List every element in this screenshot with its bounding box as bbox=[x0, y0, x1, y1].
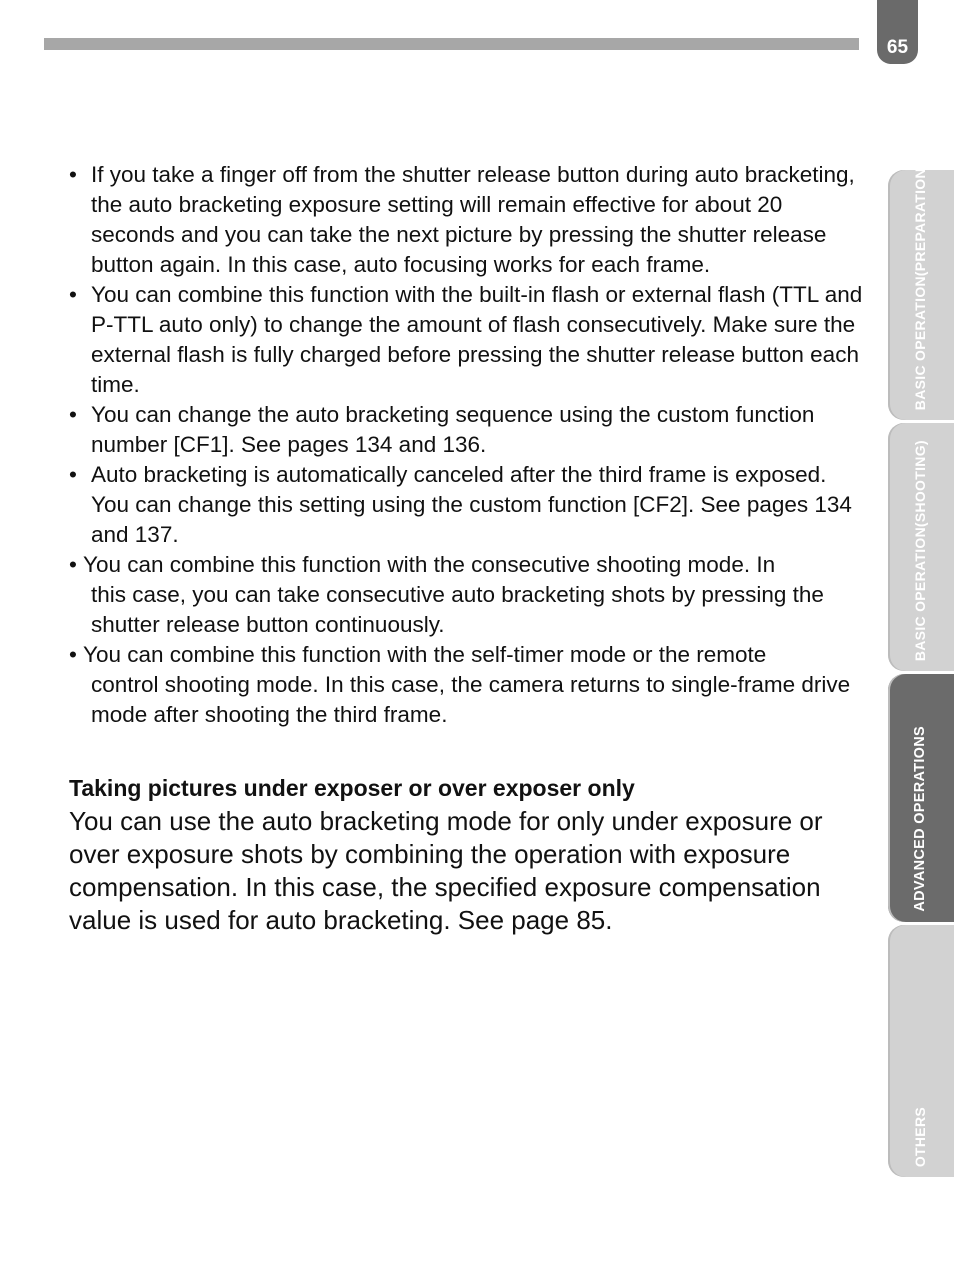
side-tab-label: BASIC OPERATION (PREPARATION) bbox=[912, 162, 928, 410]
header-rule bbox=[44, 38, 859, 50]
bullet-continuation: control shooting mode. In this case, the camera returns to single-frame drive mode after shooting the third frame. bbox=[91, 672, 851, 727]
side-tab-advanced-operations[interactable] bbox=[888, 674, 954, 922]
bullet-list bbox=[69, 160, 864, 730]
side-tab-basic-shooting[interactable] bbox=[888, 423, 954, 671]
bullet-first-line: You can combine this function with the self-timer mode or the remote bbox=[83, 642, 767, 667]
bullet-continuation: this case, you can take consecutive auto bracketing shots by pressing the shutter release button continuously. bbox=[91, 582, 824, 637]
bullet-item: • If you take a finger off from the shutter release button during auto bracketing, the auto bracketing exposure setting will remain effective for about 20 seconds and you can take the next picture by pressing the shutter release button again. In this case, auto focusing works for each frame. bbox=[69, 160, 864, 280]
bullet-item bbox=[69, 550, 864, 640]
side-tab-label: OTHERS bbox=[912, 1106, 928, 1167]
bullet-item: • You can combine this function with the built-in flash or external flash (TTL and P-TTL auto only) to change the amount of flash consecutively. Make sure the external flash is fully charged before pressing the shutter release button each time. bbox=[69, 280, 864, 400]
page-number: 65 bbox=[886, 37, 909, 58]
bullet-first-line: You can combine this function with the consecutive shooting mode. In bbox=[83, 552, 776, 577]
side-tab-others[interactable] bbox=[888, 925, 954, 1177]
bullet-item: • You can change the auto bracketing sequence using the custom function number [CF1]. See pages 134 and 136. bbox=[69, 400, 864, 460]
lead-paragraph: You can use the auto bracketing mode for only under exposure or over exposure shots by combining the operation with exposure compensation. In this case, the specified exposure compensation value is used for auto bracketing. See page 85. bbox=[69, 806, 823, 935]
side-tab-label: ADVANCED OPERATIONS bbox=[912, 726, 928, 912]
section-subheading: Taking pictures under exposer or over exposer only bbox=[69, 775, 635, 801]
bullet-item bbox=[69, 640, 864, 730]
side-tab-label: BASIC OPERATION (SHOOTING) bbox=[912, 439, 928, 661]
side-tab-basic-preparation[interactable] bbox=[888, 162, 954, 420]
page-number-tab bbox=[877, 0, 918, 64]
bullet-item: • Auto bracketing is automatically canceled after the third frame is exposed. You can change this setting using the custom function [CF2]. See pages 134 and 137. bbox=[69, 460, 864, 550]
